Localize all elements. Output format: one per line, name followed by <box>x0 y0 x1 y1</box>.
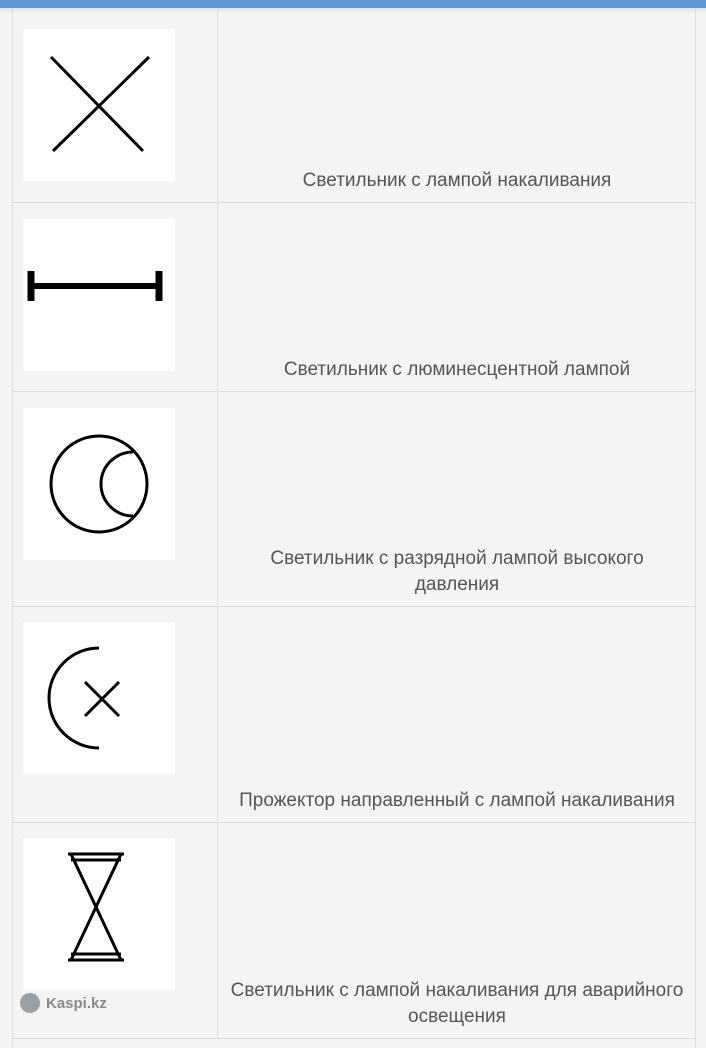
row-label: Светильник с лампой накаливания для аварийного освещения <box>230 980 684 1027</box>
table-row <box>13 391 695 607</box>
table-row <box>13 8 695 203</box>
table-row <box>13 822 695 1039</box>
watermark <box>20 993 107 1013</box>
table-row <box>13 202 695 392</box>
fluorescent-lamp-bar-symbol-icon <box>23 219 175 371</box>
row-label: Прожектор направленный с лампой накаливания <box>239 790 675 811</box>
icon-cell <box>13 391 218 606</box>
high-pressure-discharge-lamp-symbol-icon <box>23 408 175 560</box>
kaspi-logo-icon <box>20 993 40 1013</box>
icon-cell <box>13 8 218 202</box>
emergency-lighting-hourglass-symbol-icon <box>23 838 175 990</box>
lighting-symbols-table <box>12 8 696 1048</box>
watermark-text: Kaspi.kz <box>46 994 107 1012</box>
table-row <box>13 606 695 823</box>
incandescent-lamp-x-symbol-icon <box>23 29 175 181</box>
row-label: Светильник с лампой накаливания <box>302 170 612 191</box>
directional-floodlight-symbol-icon <box>23 622 175 774</box>
top-accent-bar <box>0 0 706 8</box>
icon-cell <box>13 606 218 822</box>
icon-cell <box>13 202 218 391</box>
row-label: Светильник с разрядной лампой высокого давления <box>270 548 644 595</box>
row-label: Светильник с люминесцентной лампой <box>283 359 631 380</box>
